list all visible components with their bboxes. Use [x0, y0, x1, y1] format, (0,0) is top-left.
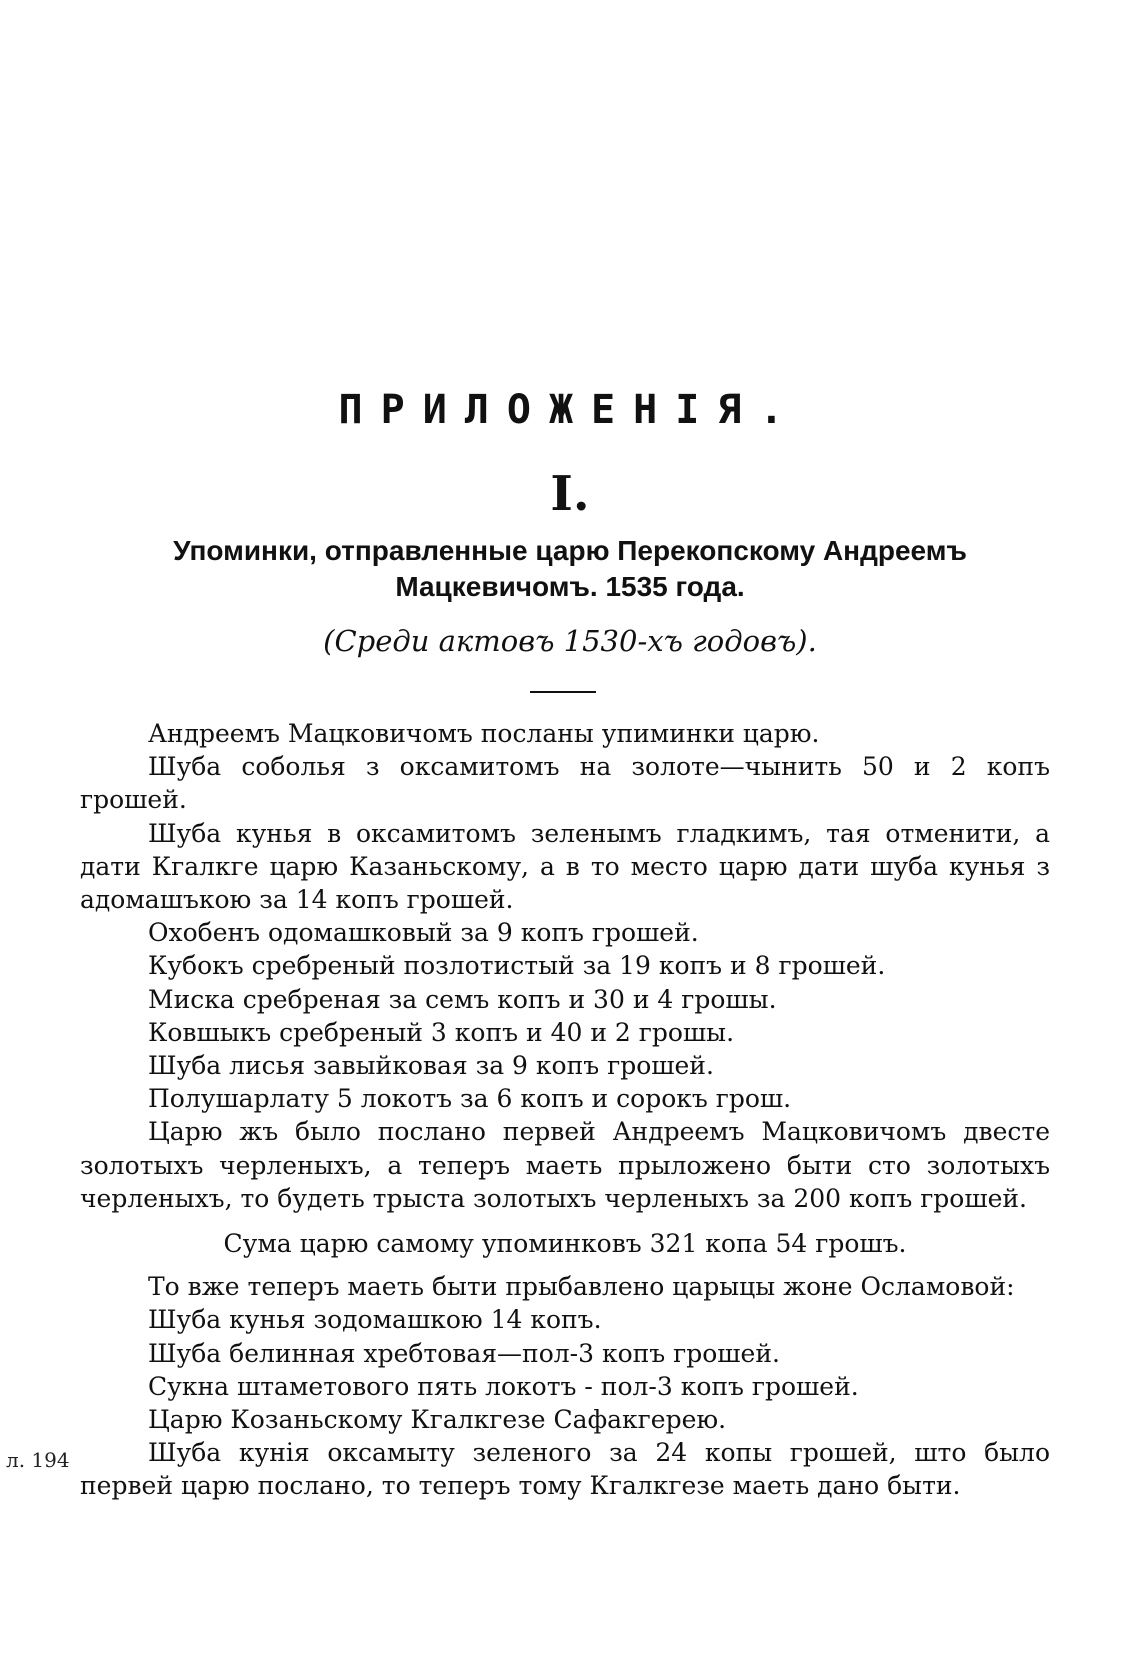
- section-number: I.: [550, 466, 590, 522]
- paragraph: Шуба белинная хребтовая—пол-3 копъ грошей.: [148, 1338, 780, 1368]
- paragraph: Шуба кунья зодомашкою 14 копъ.: [148, 1305, 602, 1335]
- margin-note: л. 194: [6, 1448, 70, 1472]
- divider: [530, 691, 596, 693]
- paragraph: То вже теперъ маеть быти прыбавлено царыцы жоне Осламовой:: [148, 1272, 1015, 1302]
- paragraph: Шуба соболья з оксамитомъ на золоте—чынить 50 и 2 копъ грошей.: [80, 752, 1050, 815]
- paragraph: Ковшыкъ сребреный 3 копъ и 40 и 2 грошы.: [148, 1017, 735, 1047]
- paragraph: Шуба кунія оксамыту зеленого за 24 копы грошей, што было первей царю послано, то теперъ тому Кгалкгезе маеть дано быти.: [80, 1438, 1050, 1501]
- paragraph: Кубокъ сребреный позлотистый за 19 копъ и 8 грошей.: [148, 951, 886, 981]
- paragraph: Андреемъ Мацковичомъ посланы упиминки царю.: [148, 719, 820, 748]
- paragraph: Шуба лисья завыйковая за 9 копъ грошей.: [148, 1051, 714, 1081]
- paragraph: Царю жъ было послано первей Андреемъ Мацковичомъ двесте золотыхъ черленыхъ, а теперъ маеть прыложено быти сто золотыхъ черленыхъ, то будеть трыста золотыхъ черленыхъ за 200 копъ грошей.: [80, 1117, 1050, 1213]
- paragraph: Полушарлату 5 локотъ за 6 копъ и сорокъ грош.: [148, 1084, 792, 1114]
- document-heading: Упоминки, отправленные царю Перекопскому Андреемъ Мацкевичомъ. 1535 года.: [173, 535, 967, 602]
- page-title: ПРИЛОЖЕНІЯ.: [338, 387, 802, 433]
- paragraph: Сукна штаметового пять локотъ - пол-3 копъ грошей.: [148, 1371, 859, 1401]
- paragraph: Царю Козаньскому Кгалкгезе Сафакгерею.: [148, 1405, 727, 1435]
- document-body: [80, 717, 1050, 1503]
- sum-line: Сума царю самому упоминковъ 321 копа 54 грошъ.: [223, 1229, 907, 1259]
- document-subheading: (Среди актовъ 1530-хъ годовъ).: [323, 624, 817, 658]
- paragraph: Шуба кунья в оксамитомъ зеленымъ гладкимъ, тая отменити, а дати Кгалкге царю Казаньскому, а в то место царю дати шуба кунья з адомашъкою за 14 копъ грошей.: [80, 818, 1050, 915]
- paragraph: Миска сребреная за семъ копъ и 30 и 4 грошы.: [148, 984, 777, 1014]
- paragraph: Охобенъ одомашковый за 9 копъ грошей.: [148, 918, 699, 948]
